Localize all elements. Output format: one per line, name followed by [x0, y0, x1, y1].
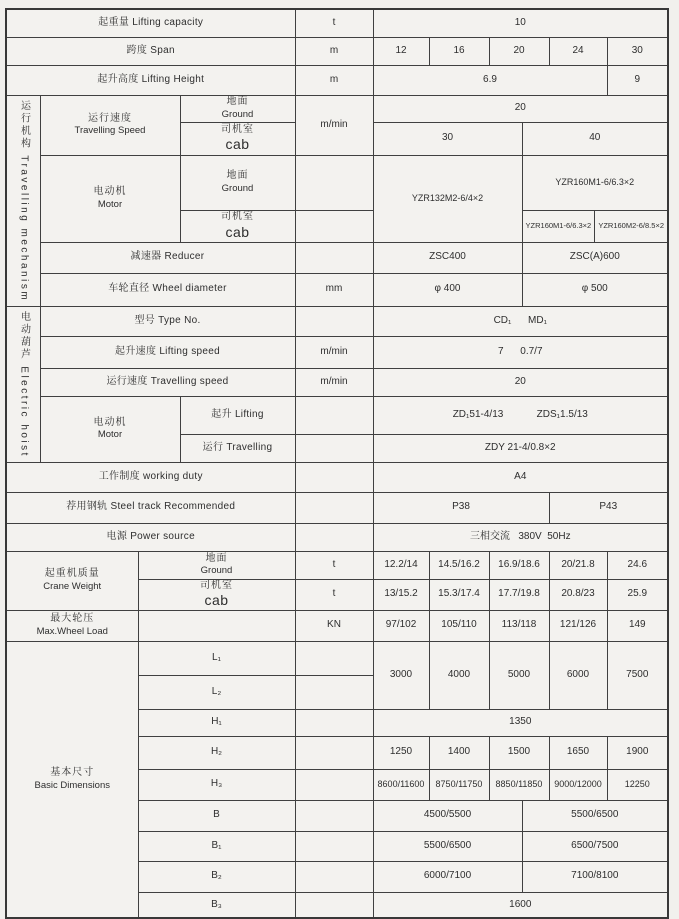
- section-basic-dimensions: [6, 641, 138, 918]
- cab-sublabel-en: cab: [225, 223, 250, 240]
- dim-l2-unit: [295, 675, 373, 709]
- dim-b3-value: 1600: [373, 892, 668, 918]
- hoist-motor-name: [40, 396, 180, 462]
- dim-l-value: 7500: [607, 641, 668, 709]
- wheel-diameter-left-value: φ 400: [373, 273, 522, 306]
- wheel-diameter-unit: mm: [295, 273, 373, 306]
- steel-track-right-value: P43: [549, 492, 668, 523]
- lifting-height-value-main: 6.9: [373, 65, 607, 95]
- dim-h3-value: 12250: [607, 769, 668, 800]
- crane-weight-cab-sublabel: [138, 579, 295, 610]
- travelling-motor-right-bottom-left-value: YZR160M1-6/6.3×2: [523, 211, 596, 242]
- dim-h2-value: 1400: [429, 736, 489, 769]
- crane-weight-cab-value: 25.9: [607, 579, 668, 610]
- dim-l-value: 5000: [489, 641, 549, 709]
- dim-h2-unit: [295, 736, 373, 769]
- steel-track-unit: [295, 492, 373, 523]
- hoist-lifting-speed-label: 起升速度 Lifting speed: [40, 336, 295, 368]
- dim-h3-value: 8850/11850: [489, 769, 549, 800]
- hoist-motor-travelling-value: ZDY 21-4/0.8×2: [373, 434, 668, 462]
- travelling-motor-name-en: Motor: [97, 198, 123, 210]
- row-max-wheel-load: [6, 610, 668, 641]
- travelling-motor-cab-sublabel: [180, 210, 295, 242]
- travelling-speed-cab-sublabel: [180, 122, 295, 155]
- dim-b3-label: B₃: [138, 892, 295, 918]
- max-wheel-load-unit: KN: [295, 610, 373, 641]
- dim-b2-right-value: 7100/8100: [522, 861, 668, 892]
- crane-weight-ground-value: 20/21.8: [549, 551, 607, 579]
- crane-weight-cab-value: 20.8/23: [549, 579, 607, 610]
- dim-l1-unit: [295, 641, 373, 675]
- power-source-label: 电源 Power source: [6, 523, 295, 551]
- type-no-label: 型号 Type No.: [40, 306, 295, 336]
- lifting-capacity-value: 10: [373, 9, 668, 37]
- ground-sublabel-zh: 地面: [226, 96, 249, 108]
- cab-sublabel-zh: 司机室: [221, 123, 254, 135]
- max-wheel-load-value: 105/110: [429, 610, 489, 641]
- dim-h2-value: 1500: [489, 736, 549, 769]
- travelling-speed-unit: m/min: [295, 95, 373, 155]
- dim-h3-value: 8750/11750: [429, 769, 489, 800]
- lifting-height-unit: m: [295, 65, 373, 95]
- cab-sublabel-en: cab: [225, 136, 250, 152]
- crane-weight-cab-value: 17.7/19.8: [489, 579, 549, 610]
- span-label: 跨度 Span: [6, 37, 295, 65]
- max-wheel-load-sublabel-empty: [138, 610, 295, 641]
- type-no-unit: [295, 306, 373, 336]
- row-steel-track: [6, 492, 668, 523]
- span-unit: m: [295, 37, 373, 65]
- reducer-label: 减速器 Reducer: [40, 242, 295, 273]
- cab-sublabel-zh: 司机室: [200, 579, 233, 591]
- travelling-motor-name: [40, 155, 180, 242]
- row-reducer: [6, 242, 668, 273]
- dim-l2-label: L₂: [138, 675, 295, 709]
- reducer-unit: [295, 242, 373, 273]
- hoist-travelling-speed-unit: m/min: [295, 368, 373, 396]
- ground-sublabel-en: Ground: [200, 565, 233, 577]
- crane-weight-name-en: Crane Weight: [43, 580, 102, 592]
- lifting-height-label: 起升高度 Lifting Height: [6, 65, 295, 95]
- row-type-no: [6, 306, 668, 336]
- row-lifting-height: [6, 65, 668, 95]
- dim-h2-label: H₂: [138, 736, 295, 769]
- max-wheel-load-value: 149: [607, 610, 668, 641]
- row-power-source: [6, 523, 668, 551]
- span-value: 30: [607, 37, 668, 65]
- ground-sublabel-zh: 地面: [226, 170, 249, 182]
- max-wheel-load-name: [6, 610, 138, 641]
- span-value: 24: [549, 37, 607, 65]
- ground-sublabel-zh: 地面: [205, 552, 228, 564]
- dim-h1-unit: [295, 709, 373, 736]
- dim-l-value: 4000: [429, 641, 489, 709]
- ground-sublabel-en: Ground: [221, 182, 254, 194]
- type-no-value: CD₁ MD₁: [373, 306, 668, 336]
- hoist-motor-travelling-sublabel: 运行 Travelling: [180, 434, 295, 462]
- dim-b2-left-value: 6000/7100: [373, 861, 522, 892]
- crane-weight-cab-value: 13/15.2: [373, 579, 429, 610]
- dim-h2-value: 1250: [373, 736, 429, 769]
- row-hoist-motor-lifting: [6, 396, 668, 434]
- row-working-duty: [6, 462, 668, 492]
- steel-track-left-value: P38: [373, 492, 549, 523]
- row-span: [6, 37, 668, 65]
- dim-h1-label: H₁: [138, 709, 295, 736]
- working-duty-label: 工作制度 working duty: [6, 462, 295, 492]
- crane-weight-ground-unit: t: [295, 551, 373, 579]
- hoist-motor-lifting-unit: [295, 396, 373, 434]
- dim-h3-value: 8600/11600: [373, 769, 429, 800]
- travelling-motor-right-top-value: YZR160M1-6/6.3×2: [522, 155, 668, 210]
- row-wheel-diameter: [6, 273, 668, 306]
- dim-h3-unit: [295, 769, 373, 800]
- dim-b1-right-value: 6500/7500: [522, 831, 668, 861]
- dim-b2-label: B₂: [138, 861, 295, 892]
- row-hoist-travelling-speed: [6, 368, 668, 396]
- row-travelling-speed-ground: [6, 95, 668, 122]
- crane-specification-table: [5, 8, 669, 919]
- max-wheel-load-value: 121/126: [549, 610, 607, 641]
- travelling-speed-name: [40, 95, 180, 155]
- travelling-motor-ground-sublabel: [180, 155, 295, 210]
- basic-dimensions-en: Basic Dimensions: [34, 779, 110, 791]
- cab-sublabel-zh: 司机室: [221, 211, 254, 223]
- dim-b-left-value: 4500/5500: [373, 800, 522, 831]
- crane-weight-name-zh: 起重机质量: [44, 568, 100, 580]
- dim-b-label: B: [138, 800, 295, 831]
- working-duty-unit: [295, 462, 373, 492]
- hoist-lifting-speed-value: 7 0.7/7: [373, 336, 668, 368]
- travelling-motor-unit-cab: [295, 210, 373, 242]
- travelling-motor-name-zh: 电动机: [93, 186, 127, 198]
- travelling-speed-name-zh: 运行速度: [88, 112, 132, 124]
- dim-l-value: 6000: [549, 641, 607, 709]
- crane-weight-ground-value: 24.6: [607, 551, 668, 579]
- power-source-value: 三相交流 380V 50Hz: [373, 523, 668, 551]
- travelling-motor-right-bottom-right-value: YZR160M2-6/8.5×2: [598, 221, 664, 231]
- max-wheel-load-name-zh: 最大轮压: [50, 613, 95, 625]
- lifting-height-value-last: 9: [607, 65, 668, 95]
- dim-h1-value: 1350: [373, 709, 668, 736]
- crane-weight-cab-value: 15.3/17.4: [429, 579, 489, 610]
- travelling-speed-ground-value: 20: [373, 95, 668, 122]
- crane-weight-ground-value: 12.2/14: [373, 551, 429, 579]
- travelling-speed-cab-value-right: 40: [522, 122, 668, 155]
- crane-weight-ground-sublabel: [138, 551, 295, 579]
- section-travelling-mechanism: 运行机构 Travelling mechanism: [6, 95, 40, 306]
- travelling-speed-ground-sublabel: [180, 95, 295, 122]
- dim-b2-unit: [295, 861, 373, 892]
- hoist-motor-travelling-unit: [295, 434, 373, 462]
- dim-h2-value: 1650: [549, 736, 607, 769]
- power-source-unit: [295, 523, 373, 551]
- max-wheel-load-value: 97/102: [373, 610, 429, 641]
- hoist-motor-name-en: Motor: [97, 429, 123, 441]
- reducer-left-value: ZSC400: [373, 242, 522, 273]
- working-duty-value: A4: [373, 462, 668, 492]
- dim-b3-unit: [295, 892, 373, 918]
- max-wheel-load-value: 113/118: [489, 610, 549, 641]
- dim-b1-unit: [295, 831, 373, 861]
- hoist-lifting-speed-unit: m/min: [295, 336, 373, 368]
- travelling-motor-right-bottom: [522, 210, 668, 242]
- row-dim-l1: [6, 641, 668, 675]
- hoist-travelling-speed-label: 运行速度 Travelling speed: [40, 368, 295, 396]
- row-hoist-lifting-speed: [6, 336, 668, 368]
- dim-b1-label: B₁: [138, 831, 295, 861]
- dim-h3-value: 9000/12000: [549, 769, 607, 800]
- row-travelling-motor-ground: [6, 155, 668, 210]
- lifting-capacity-label: 起重量 Lifting capacity: [6, 9, 295, 37]
- dim-h3-label: H₃: [138, 769, 295, 800]
- span-value: 20: [489, 37, 549, 65]
- travelling-speed-name-en: Travelling Speed: [74, 125, 146, 137]
- travelling-motor-left-value: YZR132M2-6/4×2: [373, 155, 522, 242]
- ground-sublabel-en: Ground: [221, 108, 254, 120]
- steel-track-label: 荐用钢轨 Steel track Recommended: [6, 492, 295, 523]
- dim-l-value: 3000: [373, 641, 429, 709]
- dim-l1-label: L₁: [138, 641, 295, 675]
- dim-h2-value: 1900: [607, 736, 668, 769]
- row-crane-weight-ground: [6, 551, 668, 579]
- hoist-motor-lifting-value: ZD₁51-4/13 ZDS₁1.5/13: [373, 396, 668, 434]
- row-lifting-capacity: [6, 9, 668, 37]
- dim-b-unit: [295, 800, 373, 831]
- crane-weight-ground-value: 16.9/18.6: [489, 551, 549, 579]
- hoist-travelling-speed-value: 20: [373, 368, 668, 396]
- travelling-motor-unit-ground: [295, 155, 373, 210]
- lifting-capacity-unit: t: [295, 9, 373, 37]
- section-electric-hoist: 电动葫芦 Electric hoist: [6, 306, 40, 462]
- wheel-diameter-right-value: φ 500: [522, 273, 668, 306]
- span-value: 12: [373, 37, 429, 65]
- crane-weight-ground-value: 14.5/16.2: [429, 551, 489, 579]
- travelling-speed-cab-value-left: 30: [373, 122, 522, 155]
- crane-weight-name: [6, 551, 138, 610]
- wheel-diameter-label: 车轮直径 Wheel diameter: [40, 273, 295, 306]
- cab-sublabel-en: cab: [204, 592, 229, 609]
- reducer-right-value: ZSC(A)600: [522, 242, 668, 273]
- crane-weight-cab-unit: t: [295, 579, 373, 610]
- travelling-motor-right-bottom-split: [523, 211, 668, 242]
- basic-dimensions-zh: 基本尺寸: [50, 767, 95, 779]
- hoist-motor-name-zh: 电动机: [93, 416, 127, 428]
- span-value: 16: [429, 37, 489, 65]
- max-wheel-load-name-en: Max.Wheel Load: [36, 625, 108, 637]
- hoist-motor-lifting-sublabel: 起升 Lifting: [180, 396, 295, 434]
- dim-b-right-value: 5500/6500: [522, 800, 668, 831]
- dim-b1-left-value: 5500/6500: [373, 831, 522, 861]
